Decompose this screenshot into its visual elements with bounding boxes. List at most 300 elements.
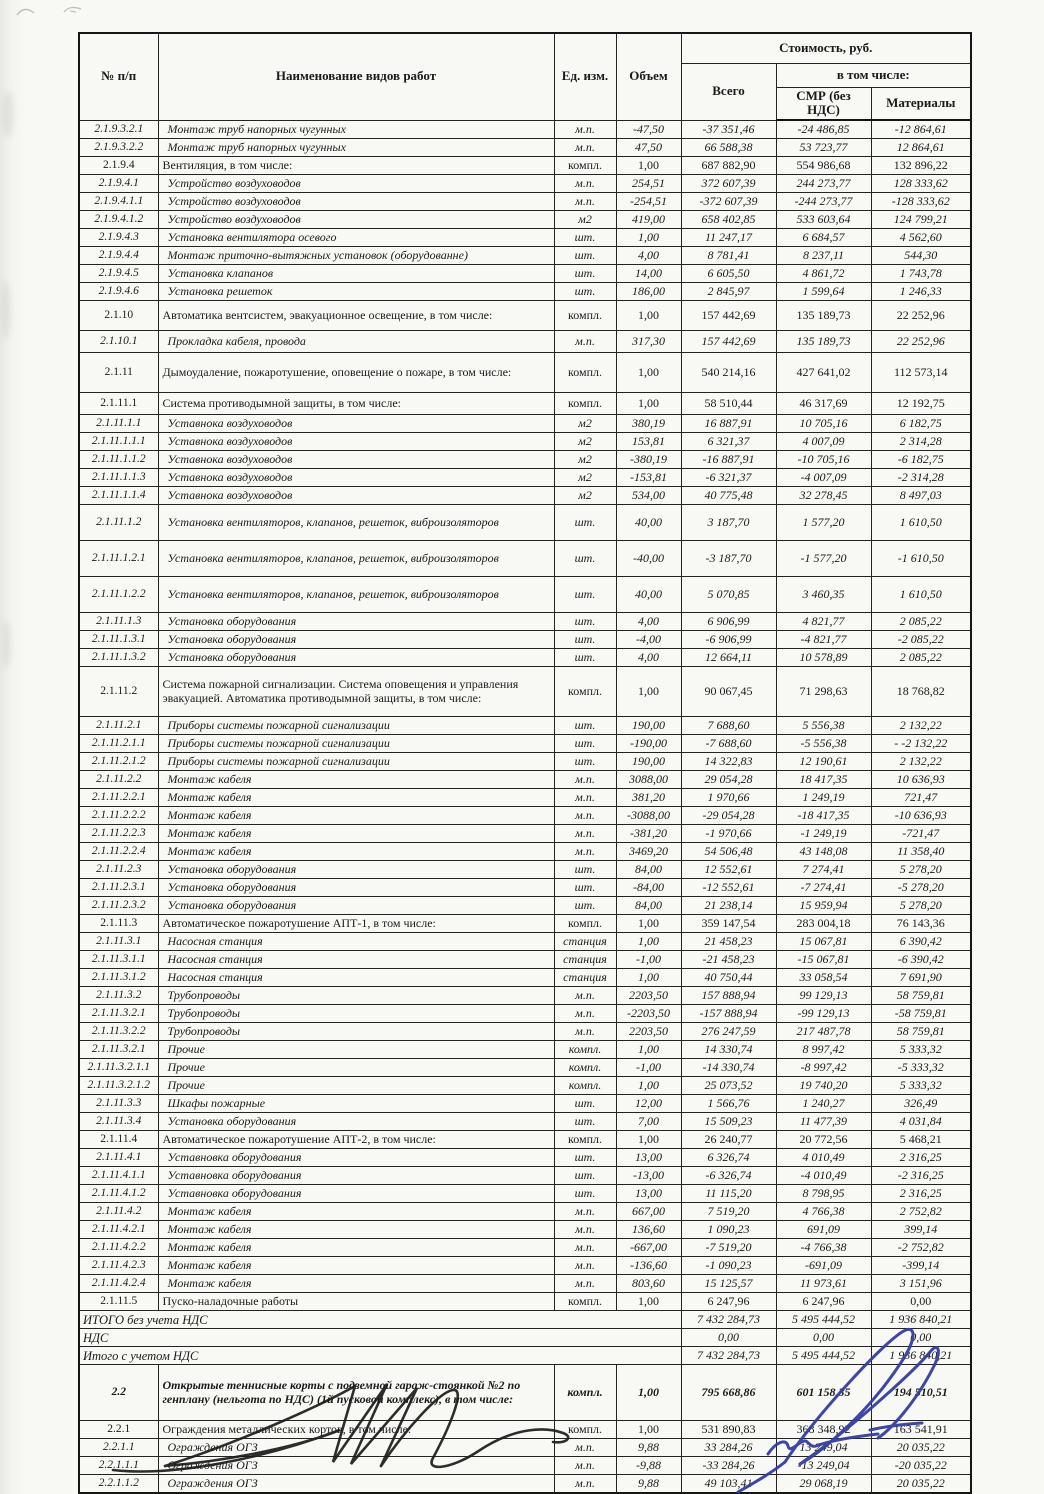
cell-total: 7 688,60: [681, 717, 776, 735]
table-row: [79, 1203, 971, 1221]
cell-num: 2.1.11.3.1.2: [79, 969, 158, 987]
cell-work-name: Монтаж труб напорных чугунных: [158, 120, 554, 139]
table-row: [79, 1077, 971, 1095]
cell-num: 2.1.11.3.2.1: [79, 1005, 158, 1023]
cell-unit: шт.: [554, 1167, 616, 1185]
cell-work-name: Насосная станция: [158, 951, 554, 969]
cell-num: 2.1.11.3: [79, 915, 158, 933]
table-row: [79, 541, 971, 577]
cell-materials: 2 752,82: [871, 1203, 971, 1221]
table-row: [79, 1329, 971, 1347]
cell-materials: 2 132,22: [871, 753, 971, 771]
cell-smr: -7 274,41: [776, 879, 871, 897]
cell-smr: -691,09: [776, 1257, 871, 1275]
cell-smr: 5 495 444,52: [776, 1311, 871, 1329]
cell-work-name: Трубопроводы: [158, 987, 554, 1005]
cell-work-name: Уставнока воздуховодов: [158, 451, 554, 469]
cell-work-name: Установка клапанов: [158, 265, 554, 283]
cell-materials: 22 252,96: [871, 331, 971, 353]
cell-num: 2.1.11.2.2.2: [79, 807, 158, 825]
table-row: [79, 1059, 971, 1077]
cell-num: 2.1.9.4.1: [79, 175, 158, 193]
cell-volume: -153,81: [616, 469, 681, 487]
cell-smr: 53 723,77: [776, 139, 871, 157]
table-body: [79, 120, 971, 1493]
cell-total: -3 187,70: [681, 541, 776, 577]
cell-unit: м.п.: [554, 1239, 616, 1257]
cell-volume: 1,00: [616, 1131, 681, 1149]
cell-num: 2.1.11.3.2.2: [79, 1023, 158, 1041]
cell-unit: м2: [554, 211, 616, 229]
cell-volume: 1,00: [616, 915, 681, 933]
cell-work-name: Прочие: [158, 1041, 554, 1059]
cell-volume: 9,88: [616, 1475, 681, 1494]
table-row: [79, 1113, 971, 1131]
cell-unit: м.п.: [554, 1457, 616, 1475]
cell-smr: -4 010,49: [776, 1167, 871, 1185]
cell-unit: м2: [554, 451, 616, 469]
cell-materials: 2 085,22: [871, 613, 971, 631]
cell-smr: 1 577,20: [776, 505, 871, 541]
cell-num: 2.1.11.3.4: [79, 1113, 158, 1131]
cell-materials: 58 759,81: [871, 987, 971, 1005]
cell-smr: -4 821,77: [776, 631, 871, 649]
cell-volume: 12,00: [616, 1095, 681, 1113]
cell-volume: 1,00: [616, 969, 681, 987]
table-row: [79, 1457, 971, 1475]
cell-total: -157 888,94: [681, 1005, 776, 1023]
cell-work-name: Приборы системы пожарной сигнализации: [158, 735, 554, 753]
cell-num: 2.1.11.1.1.2: [79, 451, 158, 469]
col-header-total: Всего: [681, 63, 776, 120]
cell-unit: м.п.: [554, 1275, 616, 1293]
cell-total: -1 090,23: [681, 1257, 776, 1275]
table-row: [79, 139, 971, 157]
cell-total: 21 458,23: [681, 933, 776, 951]
cell-smr: 283 004,18: [776, 915, 871, 933]
cell-smr: -1 249,19: [776, 825, 871, 843]
cell-total: 90 067,45: [681, 667, 776, 717]
cell-total: -7 519,20: [681, 1239, 776, 1257]
cell-smr: 7 274,41: [776, 861, 871, 879]
cell-unit: шт.: [554, 505, 616, 541]
cell-work-name: Монтаж кабеля: [158, 1275, 554, 1293]
cell-volume: 667,00: [616, 1203, 681, 1221]
cell-total: 8 781,41: [681, 247, 776, 265]
cell-unit: м.п.: [554, 1023, 616, 1041]
cell-smr: 11 477,39: [776, 1113, 871, 1131]
cell-num: 2.1.11.4.2: [79, 1203, 158, 1221]
cell-total: 1 566,76: [681, 1095, 776, 1113]
cell-volume: 4,00: [616, 247, 681, 265]
table-row: [79, 807, 971, 825]
cell-work-name: Автоматическое пожаротушение АПТ-1, в том числе:: [158, 915, 554, 933]
cell-materials: -58 759,81: [871, 1005, 971, 1023]
cell-unit: шт.: [554, 541, 616, 577]
cell-work-name: Автоматика вентсистем, эвакуационное освещение, в том числе:: [158, 301, 554, 331]
cell-smr: 533 603,64: [776, 211, 871, 229]
cell-num: 2.1.11.2.1.1: [79, 735, 158, 753]
cell-volume: 1,00: [616, 1041, 681, 1059]
cell-materials: 2 314,28: [871, 433, 971, 451]
table-row: [79, 631, 971, 649]
cell-unit: компл.: [554, 1131, 616, 1149]
cell-materials: 5 278,20: [871, 897, 971, 915]
cell-volume: 1,00: [616, 1421, 681, 1439]
cell-num: 2.1.11.3.3: [79, 1095, 158, 1113]
cell-volume: 4,00: [616, 649, 681, 667]
cell-num: 2.2.1.1.2: [79, 1475, 158, 1494]
cell-smr: 554 986,68: [776, 157, 871, 175]
cell-unit: м.п.: [554, 1257, 616, 1275]
cell-volume: 419,00: [616, 211, 681, 229]
cell-unit: компл.: [554, 1421, 616, 1439]
table-row: [79, 951, 971, 969]
cell-work-name: Ограждения ОГЗ: [158, 1475, 554, 1494]
table-row: [79, 915, 971, 933]
cell-volume: 254,51: [616, 175, 681, 193]
cell-unit: м.п.: [554, 1475, 616, 1494]
cell-total: 7 432 284,73: [681, 1347, 776, 1365]
cell-volume: 13,00: [616, 1149, 681, 1167]
cell-num: 2.1.11.1.3.2: [79, 649, 158, 667]
cell-unit: шт.: [554, 613, 616, 631]
table-row: [79, 331, 971, 353]
table-row: [79, 897, 971, 915]
cell-materials: 4 562,60: [871, 229, 971, 247]
cell-num: 2.1.11.1: [79, 393, 158, 415]
cell-total: 540 214,16: [681, 353, 776, 393]
cell-smr: 1 599,64: [776, 283, 871, 301]
cell-volume: -40,00: [616, 541, 681, 577]
cell-num: 2.1.11.2.3.2: [79, 897, 158, 915]
cell-unit: м.п.: [554, 193, 616, 211]
cell-materials: 128 333,62: [871, 175, 971, 193]
cell-total: 14 330,74: [681, 1041, 776, 1059]
cell-smr: 6 247,96: [776, 1293, 871, 1311]
cell-smr: 244 273,77: [776, 175, 871, 193]
table-row: [79, 577, 971, 613]
cell-total: 3 187,70: [681, 505, 776, 541]
table-row: [79, 1005, 971, 1023]
cell-materials: 112 573,14: [871, 353, 971, 393]
cell-total: 58 510,44: [681, 393, 776, 415]
table-row: [79, 771, 971, 789]
cell-work-name: Монтаж кабеля: [158, 843, 554, 861]
cell-unit: шт.: [554, 283, 616, 301]
cell-num: 2.1.11.3.2.1.1: [79, 1059, 158, 1077]
cell-num: 2.1.9.4.1.2: [79, 211, 158, 229]
cell-smr: 601 158,35: [776, 1365, 871, 1421]
col-header-smr: СМР (без НДС): [776, 87, 871, 120]
cell-volume: 3088,00: [616, 771, 681, 789]
cell-unit: м2: [554, 469, 616, 487]
table-row: [79, 211, 971, 229]
cell-materials: 124 799,21: [871, 211, 971, 229]
col-header-including: в том числе:: [776, 63, 971, 87]
cell-total: 795 668,86: [681, 1365, 776, 1421]
cell-volume: 13,00: [616, 1185, 681, 1203]
cell-num: 2.1.9.3.2.1: [79, 120, 158, 139]
cell-work-name: Уставнока воздуховодов: [158, 469, 554, 487]
cell-volume: -3088,00: [616, 807, 681, 825]
cell-smr: 5 556,38: [776, 717, 871, 735]
cell-work-name: Ограждения ОГЗ: [158, 1439, 554, 1457]
cell-unit: станция: [554, 951, 616, 969]
table-row: [79, 193, 971, 211]
cell-materials: 5 278,20: [871, 861, 971, 879]
table-row: [79, 879, 971, 897]
cell-materials: 5 468,21: [871, 1131, 971, 1149]
col-header-name: Наименование видов работ: [158, 33, 554, 120]
cell-total: 15 509,23: [681, 1113, 776, 1131]
cell-materials: 1 246,33: [871, 283, 971, 301]
cell-unit: м.п.: [554, 789, 616, 807]
cell-work-name: Трубопроводы: [158, 1023, 554, 1041]
cell-materials: 194 510,51: [871, 1365, 971, 1421]
cell-unit: шт.: [554, 897, 616, 915]
table-row: [79, 1239, 971, 1257]
cell-volume: 1,00: [616, 933, 681, 951]
cell-num: 2.1.11.5: [79, 1293, 158, 1311]
cell-num: 2.1.11.1.1: [79, 415, 158, 433]
cell-unit: компл.: [554, 1059, 616, 1077]
cell-num: 2.1.11.4.2.2: [79, 1239, 158, 1257]
table-row: [79, 120, 971, 139]
cell-total: 6 247,96: [681, 1293, 776, 1311]
cell-unit: шт.: [554, 753, 616, 771]
cell-materials: -721,47: [871, 825, 971, 843]
cell-total: 2 845,97: [681, 283, 776, 301]
cell-total: 7 519,20: [681, 1203, 776, 1221]
cell-volume: -13,00: [616, 1167, 681, 1185]
cell-unit: м2: [554, 487, 616, 505]
cell-total: 29 054,28: [681, 771, 776, 789]
cell-unit: м2: [554, 415, 616, 433]
cell-volume: 1,00: [616, 1365, 681, 1421]
cell-work-name: Установка оборудования: [158, 631, 554, 649]
cell-materials: 76 143,36: [871, 915, 971, 933]
cell-volume: 317,30: [616, 331, 681, 353]
cell-smr: -244 273,77: [776, 193, 871, 211]
cell-materials: - -2 132,22: [871, 735, 971, 753]
cell-smr: -99 129,13: [776, 1005, 871, 1023]
table-row: [79, 1167, 971, 1185]
cell-materials: 10 636,93: [871, 771, 971, 789]
cell-smr: 0,00: [776, 1329, 871, 1347]
col-header-cost-group: Стоимость, руб.: [681, 33, 971, 63]
cell-num: 2.1.11.1.3: [79, 613, 158, 631]
cell-work-name: Установка оборудования: [158, 897, 554, 915]
cell-unit: компл.: [554, 157, 616, 175]
cell-volume: 381,20: [616, 789, 681, 807]
cell-unit: шт.: [554, 265, 616, 283]
cell-num: 2.1.11.2.2: [79, 771, 158, 789]
cell-work-name: Система противодымной защиты, в том числе:: [158, 393, 554, 415]
cell-work-name: Приборы системы пожарной сигнализации: [158, 753, 554, 771]
cell-volume: 3469,20: [616, 843, 681, 861]
cell-unit: шт.: [554, 1149, 616, 1167]
cell-total: 26 240,77: [681, 1131, 776, 1149]
cell-materials: -5 333,32: [871, 1059, 971, 1077]
cell-volume: -190,00: [616, 735, 681, 753]
table-row: [79, 247, 971, 265]
cell-smr: -4 007,09: [776, 469, 871, 487]
cell-num: 2.1.11.4: [79, 1131, 158, 1149]
cell-work-name: Монтаж кабеля: [158, 1257, 554, 1275]
table-row: [79, 1221, 971, 1239]
cell-smr: 1 240,27: [776, 1095, 871, 1113]
cell-volume: 380,19: [616, 415, 681, 433]
cell-unit: шт.: [554, 577, 616, 613]
cell-volume: -136,60: [616, 1257, 681, 1275]
cell-smr: 217 487,78: [776, 1023, 871, 1041]
cell-volume: -84,00: [616, 879, 681, 897]
cell-materials: -10 636,93: [871, 807, 971, 825]
cell-total: 40 775,48: [681, 487, 776, 505]
table-row: [79, 1421, 971, 1439]
cell-smr: 29 068,19: [776, 1475, 871, 1494]
cell-work-name: Трубопроводы: [158, 1005, 554, 1023]
cell-smr: 4 821,77: [776, 613, 871, 631]
cell-work-name: Уставновка оборудования: [158, 1149, 554, 1167]
cell-total: -14 330,74: [681, 1059, 776, 1077]
cell-total: 5 070,85: [681, 577, 776, 613]
table-row: [79, 1475, 971, 1494]
cell-smr: 10 578,89: [776, 649, 871, 667]
table-row: [79, 1439, 971, 1457]
cell-num: 2.1.11.2.1.2: [79, 753, 158, 771]
cell-unit: компл.: [554, 301, 616, 331]
cell-unit: м.п.: [554, 807, 616, 825]
cell-volume: 2203,50: [616, 1023, 681, 1041]
cell-materials: -2 314,28: [871, 469, 971, 487]
cell-volume: -381,20: [616, 825, 681, 843]
cell-unit: м.п.: [554, 1005, 616, 1023]
cell-smr: 15 067,81: [776, 933, 871, 951]
table-row: [79, 667, 971, 717]
cell-volume: 9,88: [616, 1439, 681, 1457]
cell-work-name: Дымоудаление, пожаротушение, оповещение о пожаре, в том числе:: [158, 353, 554, 393]
cell-materials: 326,49: [871, 1095, 971, 1113]
cell-work-name: Приборы системы пожарной сигнализации: [158, 717, 554, 735]
cell-volume: 1,00: [616, 1293, 681, 1311]
table-row: [79, 1293, 971, 1311]
cell-materials: 12 192,75: [871, 393, 971, 415]
cell-smr: 33 058,54: [776, 969, 871, 987]
cell-volume: 1,00: [616, 353, 681, 393]
cell-work-name: Шкафы пожарные: [158, 1095, 554, 1113]
cell-num: 2.1.9.4.4: [79, 247, 158, 265]
cell-materials: 2 132,22: [871, 717, 971, 735]
cell-smr: 8 237,11: [776, 247, 871, 265]
cell-materials: 3 151,96: [871, 1275, 971, 1293]
cell-work-name: Насосная станция: [158, 969, 554, 987]
cell-smr: -4 766,38: [776, 1239, 871, 1257]
table-row: [79, 969, 971, 987]
cell-num: 2.1.11.1.1.1: [79, 433, 158, 451]
cell-total: 359 147,54: [681, 915, 776, 933]
cell-unit: компл.: [554, 1077, 616, 1095]
cell-smr: -10 705,16: [776, 451, 871, 469]
cost-estimate-table: [78, 32, 972, 1494]
cell-total: 16 887,91: [681, 415, 776, 433]
cell-work-name: Монтаж труб напорных чугунных: [158, 139, 554, 157]
table-row: [79, 1257, 971, 1275]
cell-num: 2.1.9.4.6: [79, 283, 158, 301]
cell-unit: м.п.: [554, 987, 616, 1005]
cell-materials: 5 333,32: [871, 1041, 971, 1059]
cell-volume: 186,00: [616, 283, 681, 301]
cell-work-name: Монтаж кабеля: [158, 1239, 554, 1257]
cell-total: 6 321,37: [681, 433, 776, 451]
cell-unit: шт.: [554, 631, 616, 649]
cell-unit: компл.: [554, 393, 616, 415]
cell-unit: м.п.: [554, 771, 616, 789]
cell-volume: 40,00: [616, 505, 681, 541]
cell-total: 6 605,50: [681, 265, 776, 283]
cell-materials: -6 182,75: [871, 451, 971, 469]
cell-total: -29 054,28: [681, 807, 776, 825]
table-row: [79, 415, 971, 433]
cell-total: 0,00: [681, 1329, 776, 1347]
table-row: [79, 301, 971, 331]
cell-unit: шт.: [554, 717, 616, 735]
cell-unit: шт.: [554, 879, 616, 897]
table-row: [79, 1185, 971, 1203]
cell-total: 15 125,57: [681, 1275, 776, 1293]
cell-num: 2.1.10.1: [79, 331, 158, 353]
cell-unit: шт.: [554, 247, 616, 265]
cell-work-name: Уставновка оборудования: [158, 1167, 554, 1185]
cell-work-name: Уставнока воздуховодов: [158, 415, 554, 433]
cell-num: 2.2: [79, 1365, 158, 1421]
cell-num: 2.1.11.1.2.2: [79, 577, 158, 613]
cell-work-name: Прокладка кабеля, провода: [158, 331, 554, 353]
cell-unit: м.п.: [554, 331, 616, 353]
cell-total: 54 506,48: [681, 843, 776, 861]
cell-smr: -1 577,20: [776, 541, 871, 577]
cell-materials: -2 085,22: [871, 631, 971, 649]
table-row: [79, 229, 971, 247]
cell-volume: 40,00: [616, 577, 681, 613]
col-header-num: № п/п: [79, 33, 158, 120]
cell-smr: 13 249,04: [776, 1439, 871, 1457]
cell-num: 2.1.11.2: [79, 667, 158, 717]
cell-total: 6 906,99: [681, 613, 776, 631]
cell-work-name: Уставновка оборудования: [158, 1185, 554, 1203]
table-row: [79, 1041, 971, 1059]
cell-total: 687 882,90: [681, 157, 776, 175]
cell-num: 2.1.11.3.2.1.2: [79, 1077, 158, 1095]
cell-summary-label: Итого с учетом НДС: [79, 1347, 681, 1365]
cell-smr: 43 148,08: [776, 843, 871, 861]
cell-num: 2.1.11.1.2: [79, 505, 158, 541]
cell-total: 66 588,38: [681, 139, 776, 157]
cell-unit: шт.: [554, 1113, 616, 1131]
table-row: [79, 1095, 971, 1113]
cell-volume: -2203,50: [616, 1005, 681, 1023]
cell-materials: 22 252,96: [871, 301, 971, 331]
cell-work-name: Монтаж кабеля: [158, 1221, 554, 1239]
cell-total: 157 442,69: [681, 301, 776, 331]
cell-unit: м.п.: [554, 175, 616, 193]
cell-work-name: Устройство воздуховодов: [158, 175, 554, 193]
cell-total: 531 890,83: [681, 1421, 776, 1439]
cell-num: 2.1.11.4.2.3: [79, 1257, 158, 1275]
table-row: [79, 265, 971, 283]
col-header-materials: Материалы: [871, 87, 971, 120]
